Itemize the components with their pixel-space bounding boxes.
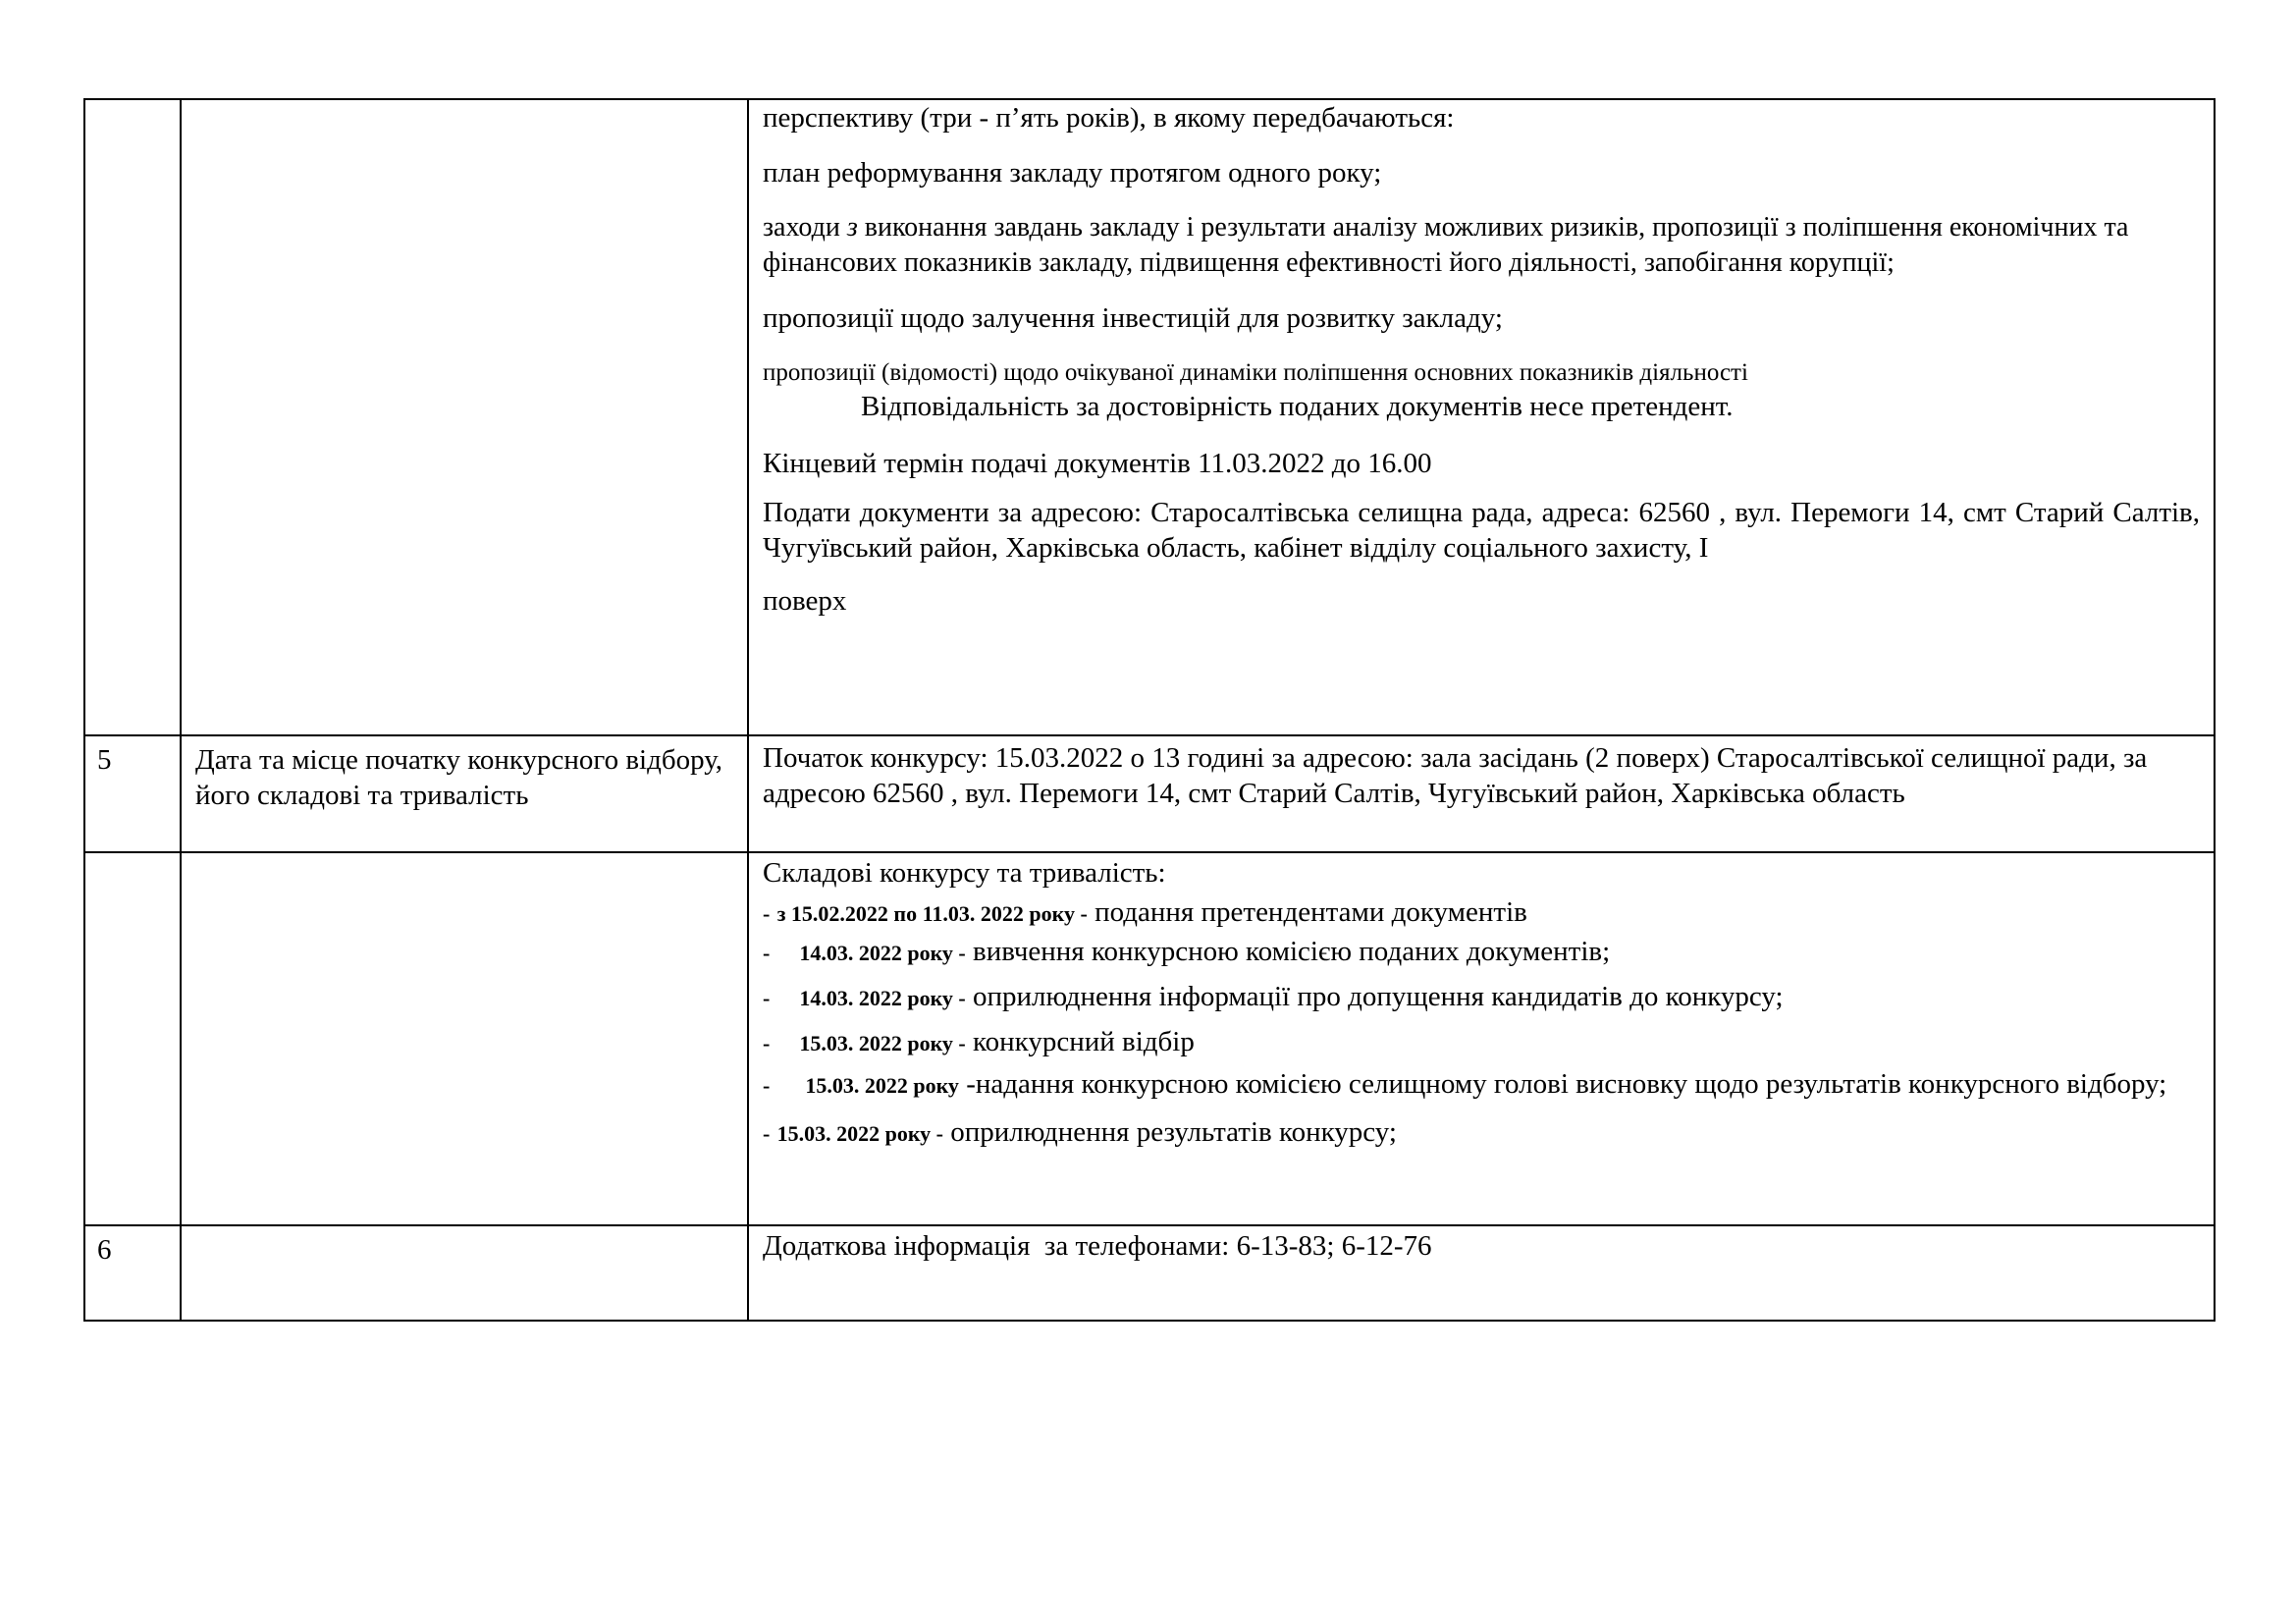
list-item	[763, 1114, 2200, 1152]
list-item	[763, 934, 2200, 971]
paragraph	[763, 210, 2200, 281]
table-row	[84, 852, 2215, 1225]
row-title	[182, 100, 747, 106]
list-text: оприлюднення інформації про допущення кандидатів до конкурсу;	[965, 981, 1784, 1012]
row-title	[182, 1226, 747, 1232]
paragraph: план реформування закладу протягом одного року;	[763, 157, 1382, 189]
paragraph: Початок конкурсу: 15.03.2022 о 13 годині за адресою: зала засідань (2 поверх) Старосалтівської селищної ради, за адресою 62560 , вул. Перемоги 14, смт Старий Салтів, Чугуївський район, Харківська область	[763, 742, 2148, 809]
paragraph: пропозиції щодо залучення інвестицій для розвитку закладу;	[763, 302, 1503, 334]
paragraph-text: з	[846, 212, 858, 243]
row-title-cell	[181, 735, 748, 852]
row-number: 5	[97, 744, 112, 776]
list-date: 15.03. 2022 року	[805, 1073, 959, 1098]
list-text: -надання конкурсною комісією селищному голові висновку щодо результатів конкурсного відбору;	[958, 1068, 2167, 1100]
list-date: 15.03. 2022 року -	[776, 1121, 944, 1146]
list-dash: -	[763, 1031, 771, 1055]
paragraph: Відповідальність за достовірність поданих документів несе претендент.	[861, 391, 1734, 422]
list-text: вивчення конкурсною комісією поданих документів;	[965, 936, 1611, 967]
row-title: Дата та місце початку конкурсного відбору, його складові та тривалість	[195, 744, 723, 811]
row-content-cell	[748, 99, 2215, 735]
list-dash: -	[763, 1121, 771, 1146]
row-content-cell	[748, 1225, 2215, 1321]
list-date: 14.03. 2022 року -	[799, 986, 966, 1010]
table-row	[84, 99, 2215, 735]
list-date: з 15.02.2022 по 11.03. 2022 року -	[776, 901, 1088, 926]
section-heading: Складові конкурсу та тривалість:	[763, 857, 1166, 889]
row-number	[85, 853, 180, 859]
list-item	[763, 894, 2200, 932]
row-title-cell	[181, 852, 748, 1225]
list-dash: -	[763, 1073, 771, 1098]
row-number-cell	[84, 735, 181, 852]
list-item	[763, 1063, 2200, 1107]
row-title	[182, 853, 747, 859]
list-dash: -	[763, 901, 771, 926]
row-title-cell	[181, 1225, 748, 1321]
row-number	[85, 100, 180, 106]
list-date: 15.03. 2022 року -	[799, 1031, 966, 1055]
paragraph: поверх	[763, 585, 847, 617]
row-content-cell	[748, 852, 2215, 1225]
list-item	[763, 979, 2200, 1016]
row-number-cell	[84, 852, 181, 1225]
list-item	[763, 1024, 2200, 1061]
info-table	[83, 98, 2216, 1322]
list-date: 14.03. 2022 року -	[799, 941, 966, 965]
list-dash: -	[763, 941, 771, 965]
paragraph: перспективу (три - п’ять років), в якому передбачаються:	[763, 102, 1455, 134]
paragraph: Кінцевий термін подачі документів 11.03.2022 до 16.00	[763, 448, 1432, 479]
list-dash: -	[763, 986, 771, 1010]
table-row	[84, 1225, 2215, 1321]
paragraph: Додаткова інформація за телефонами: 6-13-83; 6-12-76	[763, 1230, 1432, 1262]
paragraph: пропозиції (відомості) щодо очікуваної динаміки поліпшення основних показників діяльності	[763, 359, 1748, 386]
row-number: 6	[97, 1234, 112, 1266]
table-row	[84, 735, 2215, 852]
list-text: конкурсний відбір	[965, 1026, 1195, 1057]
row-title-cell	[181, 99, 748, 735]
list-text: подання претендентами документів	[1087, 896, 1527, 928]
row-number-cell	[84, 1225, 181, 1321]
row-number-cell	[84, 99, 181, 735]
row-content-cell	[748, 735, 2215, 852]
list-text: оприлюднення результатів конкурсу;	[943, 1116, 1397, 1148]
paragraph-text: заходи	[763, 212, 847, 243]
paragraph: Подати документи за адресою: Старосалтівська селищна рада, адреса: 62560 , вул. Перемоги 14, смт Старий Салтів, Чугуївський район, Харківська область, кабінет відділу соціального захисту, І	[763, 497, 2200, 564]
paragraph-text: виконання завдань закладу і результати аналізу можливих ризиків, пропозиції з поліпшення економічних та фінансових показників закладу, підвищення ефективності його діяльності, запобігання корупції;	[763, 212, 2129, 278]
